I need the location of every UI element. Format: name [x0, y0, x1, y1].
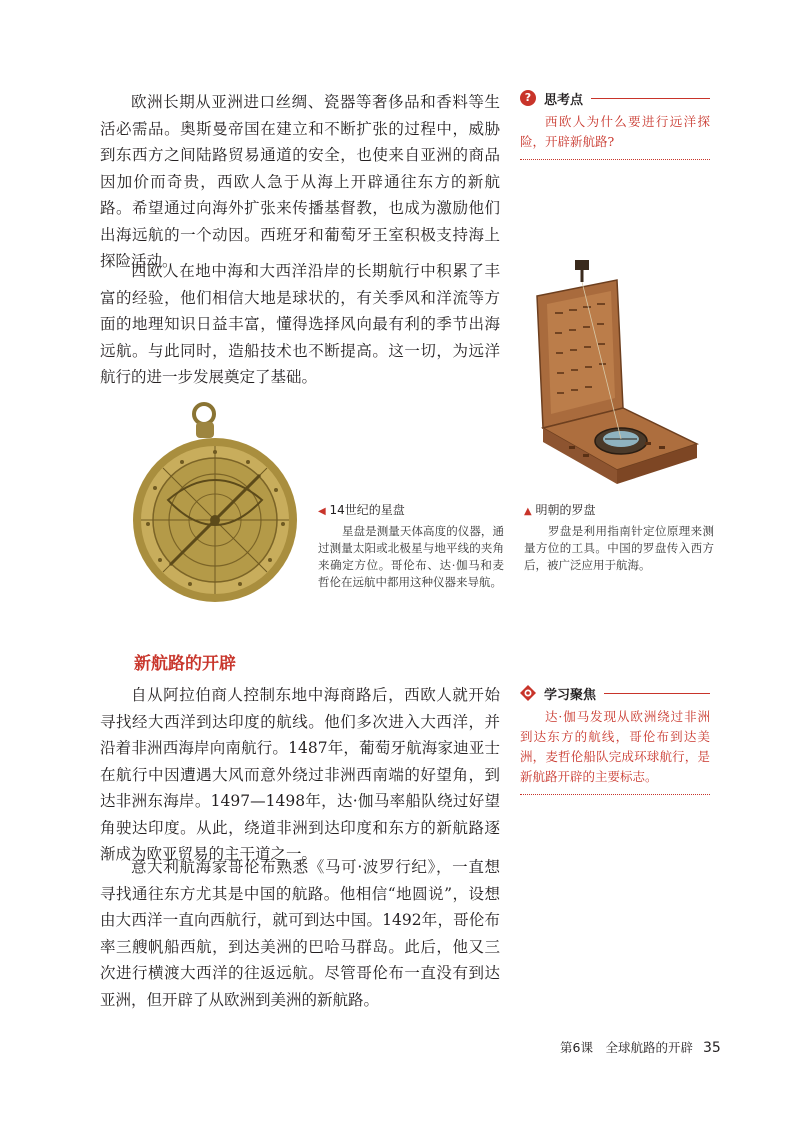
- think-point-text: 西欧人为什么要进行远洋探险，开辟新航路?: [520, 112, 710, 160]
- compass-caption-text: 罗盘是利用指南针定位原理来测量方位的工具。中国的罗盘传入西方后，被广泛应用于航海。: [524, 524, 714, 572]
- compass-caption: [524, 502, 714, 574]
- up-triangle-icon: ▲: [524, 506, 532, 517]
- learning-focus-title: 学习聚焦: [544, 687, 597, 703]
- compass-caption-title: 明朝的罗盘: [535, 503, 596, 517]
- learning-focus-text: 达·伽马发现从欧洲绕过非洲到达东方的航线，哥伦布到达美洲，麦哲伦船队完成环球航行，是新航路开辟的主要标志。: [520, 707, 710, 795]
- astrolabe-caption-text: 星盘是测量天体高度的仪器，通过测量太阳或北极星与地平线的夹角来确定方位。哥伦布、达·伽马和麦哲伦在远航中都用这种仪器来导航。: [318, 524, 504, 589]
- astrolabe-caption: [318, 502, 504, 591]
- astrolabe-caption-title: 14世纪的星盘: [329, 503, 405, 517]
- section-paragraph-2: 意大利航海家哥伦布熟悉《马可·波罗行纪》，一直想寻找通往东方尤其是中国的航路。他相信“地圆说”，设想由大西洋一直向西航行，就可到达中国。1492年，哥伦布率三艘帆船西航，到达美洲的巴哈马群岛。此后，他又三次进行横渡大西洋的往返远航。尽管哥伦布一直没有到达亚洲，但开辟了从欧洲到美洲的新航路。: [100, 858, 500, 1009]
- intro-paragraph-2: 西欧人在地中海和大西洋沿岸的长期航行中积累了丰富的经验，他们相信大地是球状的，有关季风和洋流等方面的地理知识日益丰富，懂得选择风向最有利的季节出海远航。与此同时，造船技术也不断提高。这一切，为远洋航行的进一步发展奠定了基础。: [100, 262, 500, 386]
- think-point-title: 思考点: [544, 92, 584, 108]
- page-number: 35: [702, 1040, 721, 1056]
- learning-focus-box: [520, 684, 710, 795]
- left-triangle-icon: ◀: [318, 506, 326, 517]
- question-icon: ?: [520, 90, 536, 106]
- intro-paragraph-1: 欧洲长期从亚洲进口丝绸、瓷器等奢侈品和香料等生活必需品。奥斯曼帝国在建立和不断扩张的过程中，威胁到东西方之间陆路贸易通道的安全，也使来自亚洲的商品因加价而奇贵，西欧人急于从海上开辟通往东方的新航路。希望通过向海外扩张来传播基督教，也成为激励他们出海远航的一个动因。西班牙和葡萄牙王室积极支持海上探险活动。: [100, 93, 500, 270]
- page-footer: [560, 1038, 721, 1056]
- astrolabe-image: [130, 400, 310, 615]
- focus-target-icon: [520, 685, 536, 701]
- section-title: 新航路的开辟: [134, 654, 236, 674]
- divider: [591, 98, 710, 99]
- lesson-title: 第6课 全球航路的开辟: [560, 1040, 693, 1055]
- divider: [604, 693, 710, 694]
- think-point-box: [520, 89, 710, 160]
- section-paragraph-1: 自从阿拉伯商人控制东地中海商路后，西欧人就开始寻找经大西洋到达印度的航线。他们多次进入大西洋，并沿着非洲西海岸向南航行。1487年，葡萄牙航海家迪亚士在航行中因遭遇大风而意外绕过非洲西南端的好望角，到达非洲东海岸。1497—1498年，达·伽马率船队绕过好望角驶达印度。从此，绕道非洲到达印度和东方的新航路逐渐成为欧亚贸易的主干道之一。: [100, 686, 500, 863]
- ming-compass-image: [525, 258, 705, 490]
